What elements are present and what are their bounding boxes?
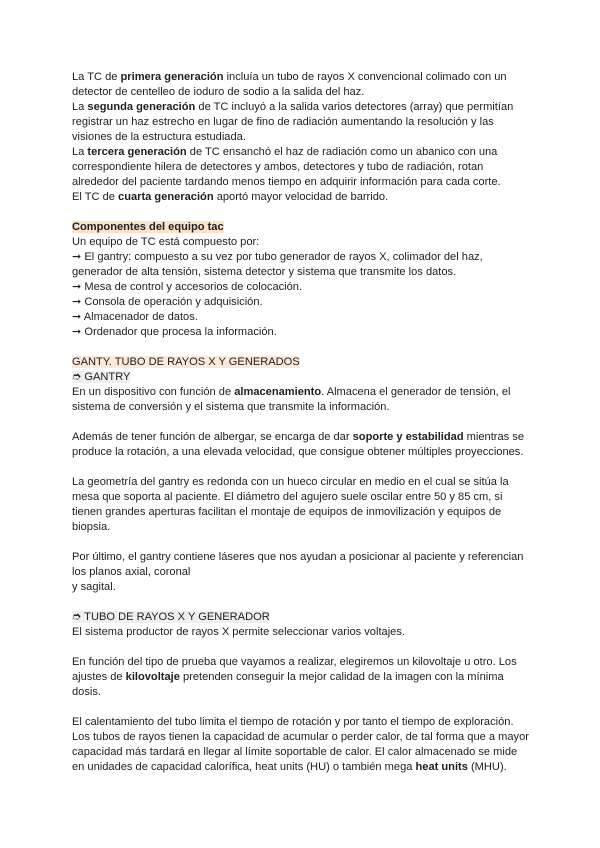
gantry-paragraph-2: Además de tener función de albergar, se encarga de dar soporte y estabilidad mientras se produce la rotación, a una elevada velocidad, que consigue obtener múltiples proyecciones.	[72, 431, 525, 458]
components-lead: Un equipo de TC está compuesto por:	[72, 236, 260, 248]
list-item: ➞ El gantry: compuesto a su vez por tubo generador de rayos X, colimador del haz, generador de alta tensión, sistema detector y sistema que transmite los datos.	[72, 251, 483, 278]
gantry-paragraph-1: En un dispositivo con función de almacenamiento. Almacena el generador de tensión, el sistema de conversión y el sistema que transmite la información.	[72, 386, 511, 413]
tube-paragraph-3: El calentamiento del tubo limita el tiempo de rotación y por tanto el tiempo de exploración. Los tubos de rayos tienen la capacidad de acumular o perder calor, de tal forma que a mayor capacidad más tardará en llegar al límite soportable de calor. El calor almacenado se mide en unidades de capacidad calorífica, heat units (HU) o también mega heat units (MHU).	[72, 716, 529, 773]
gantry-paragraph-3: La geometría del gantry es redonda con un hueco circular en medio en el cual se sitúa la mesa que soporta al paciente. El diámetro del agujero suele oscilar entre 50 y 85 cm, si tienen grandes aperturas facilitan el montaje de equipos de inmovilización y equipos de biopsia.	[72, 476, 509, 533]
intro-paragraph-3: La tercera generación de TC ensanchó el haz de radiación como un abanico con una correspondiente hilera de detectores y ambos, detectores y tubo de radiación, rotan alrededor del paciente tardando menos tiempo en adquirir información para cada corte.	[72, 146, 501, 188]
list-item: ➞ Consola de operación y adquisición.	[72, 296, 263, 308]
gantry-subheading: ➮ GANTRY	[72, 371, 131, 383]
gantry-paragraph-4: Por último, el gantry contiene láseres que nos ayudan a posicionar al paciente y referencian los planos axial, coronal	[72, 551, 524, 578]
tube-subheading: ➮ TUBO DE RAYOS X Y GENERADOR	[72, 611, 270, 623]
list-item: ➞ Mesa de control y accesorios de colocación.	[72, 281, 303, 293]
tube-paragraph-2: En función del tipo de prueba que vayamos a realizar, elegiremos un kilovoltaje u otro. Los ajustes de kilovoltaje pretenden conseguir la mejor calidad de la imagen con la mínima dosis.	[72, 656, 517, 698]
intro-paragraph-4: El TC de cuarta generación aportó mayor velocidad de barrido.	[72, 191, 389, 203]
components-heading: Componentes del equipo tac	[72, 221, 224, 233]
list-item: ➞ Ordenador que procesa la información.	[72, 326, 277, 338]
tube-paragraph-1: El sistema productor de rayos X permite seleccionar varios voltajes.	[72, 626, 405, 638]
gantry-paragraph-4-continued: y sagital.	[72, 581, 116, 593]
intro-paragraph-2: La segunda generación de TC incluyó a la salida varios detectores (array) que permitían registrar un haz estrecho en lugar de fino de radiación aumentando la resolución y las visiones de la estructura estudiada.	[72, 101, 514, 143]
document-page	[72, 70, 532, 775]
intro-paragraph-1: La TC de primera generación incluía un tubo de rayos X convencional colimado con un detector de centelleo de ioduro de sodio a la salida del haz.	[72, 71, 507, 98]
gantry-section-heading: GANTY. TUBO DE RAYOS X Y GENERADOS	[72, 356, 300, 368]
list-item: ➞ Almacenador de datos.	[72, 311, 198, 323]
